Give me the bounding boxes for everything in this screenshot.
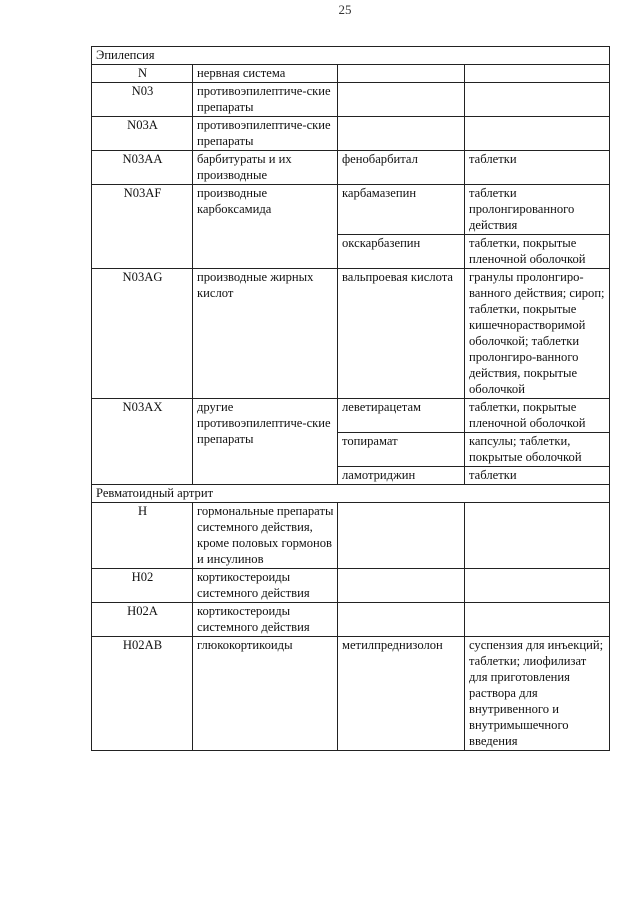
atc-code-cell: N03AX bbox=[92, 399, 193, 485]
table-row bbox=[92, 65, 610, 83]
section-title: Эпилепсия bbox=[92, 47, 610, 65]
group-name-cell: гормональные препараты системного действия, кроме половых гормонов и инсулинов bbox=[193, 503, 338, 569]
page-number: 25 bbox=[338, 2, 352, 17]
atc-code-cell: N03AF bbox=[92, 185, 193, 269]
drug-name-cell: леветирацетам bbox=[338, 399, 465, 433]
table-row bbox=[92, 117, 610, 151]
drug-name-cell: вальпроевая кислота bbox=[338, 269, 465, 399]
atc-code-cell: H02 bbox=[92, 569, 193, 603]
table-row bbox=[92, 569, 610, 603]
group-name-cell: кортикостероиды системного действия bbox=[193, 603, 338, 637]
group-name-cell: глюкокортикоиды bbox=[193, 637, 338, 751]
atc-code-cell: H02AB bbox=[92, 637, 193, 751]
drug-name-cell: окскарбазепин bbox=[338, 235, 465, 269]
atc-code-cell: N03AG bbox=[92, 269, 193, 399]
section-title: Ревматоидный артрит bbox=[92, 485, 610, 503]
drug-table bbox=[91, 46, 610, 751]
table-row bbox=[92, 151, 610, 185]
group-name-cell: барбитураты и их производные bbox=[193, 151, 338, 185]
table-row bbox=[92, 83, 610, 117]
table-row bbox=[92, 269, 610, 399]
dosage-form-cell bbox=[465, 83, 610, 117]
drug-name-cell: фенобарбитал bbox=[338, 151, 465, 185]
atc-code-cell: N03 bbox=[92, 83, 193, 117]
dosage-form-cell: таблетки, покрытые пленочной оболочкой bbox=[465, 399, 610, 433]
group-name-cell: противоэпилептиче-ские препараты bbox=[193, 83, 338, 117]
dosage-form-cell: таблетки bbox=[465, 467, 610, 485]
atc-code-cell: N03AA bbox=[92, 151, 193, 185]
atc-code-cell: N03A bbox=[92, 117, 193, 151]
group-name-cell: противоэпилептиче-ские препараты bbox=[193, 117, 338, 151]
drug-name-cell bbox=[338, 503, 465, 569]
dosage-form-cell bbox=[465, 569, 610, 603]
atc-code-cell: H bbox=[92, 503, 193, 569]
drug-name-cell bbox=[338, 117, 465, 151]
group-name-cell: производные карбоксамида bbox=[193, 185, 338, 269]
table-row bbox=[92, 603, 610, 637]
section-header-row bbox=[92, 47, 610, 65]
drug-name-cell: карбамазепин bbox=[338, 185, 465, 235]
drug-name-cell: метилпреднизолон bbox=[338, 637, 465, 751]
drug-name-cell bbox=[338, 83, 465, 117]
dosage-form-cell: таблетки, покрытые пленочной оболочкой bbox=[465, 235, 610, 269]
dosage-form-cell bbox=[465, 117, 610, 151]
drug-name-cell bbox=[338, 65, 465, 83]
dosage-form-cell: таблетки bbox=[465, 151, 610, 185]
drug-name-cell bbox=[338, 603, 465, 637]
dosage-form-cell: гранулы пролонгиро-ванного действия; сироп; таблетки, покрытые кишечнорастворимой оболочкой; таблетки пролонгиро-ванного действия, покрытые оболочкой bbox=[465, 269, 610, 399]
drug-name-cell bbox=[338, 569, 465, 603]
table-row bbox=[92, 399, 610, 433]
atc-code-cell: H02A bbox=[92, 603, 193, 637]
group-name-cell: другие противоэпилептиче-ские препараты bbox=[193, 399, 338, 485]
dosage-form-cell: таблетки пролонгированного действия bbox=[465, 185, 610, 235]
dosage-form-cell: суспензия для инъекций; таблетки; лиофилизат для приготовления раствора для внутривенного и внутримышечного введения bbox=[465, 637, 610, 751]
table-row bbox=[92, 185, 610, 235]
dosage-form-cell bbox=[465, 603, 610, 637]
table-row bbox=[92, 503, 610, 569]
dosage-form-cell bbox=[465, 65, 610, 83]
drug-name-cell: топирамат bbox=[338, 433, 465, 467]
dosage-form-cell: капсулы; таблетки, покрытые оболочкой bbox=[465, 433, 610, 467]
group-name-cell: кортикостероиды системного действия bbox=[193, 569, 338, 603]
dosage-form-cell bbox=[465, 503, 610, 569]
group-name-cell: производные жирных кислот bbox=[193, 269, 338, 399]
section-header-row bbox=[92, 485, 610, 503]
drug-name-cell: ламотриджин bbox=[338, 467, 465, 485]
atc-code-cell: N bbox=[92, 65, 193, 83]
group-name-cell: нервная система bbox=[193, 65, 338, 83]
table-row bbox=[92, 637, 610, 751]
